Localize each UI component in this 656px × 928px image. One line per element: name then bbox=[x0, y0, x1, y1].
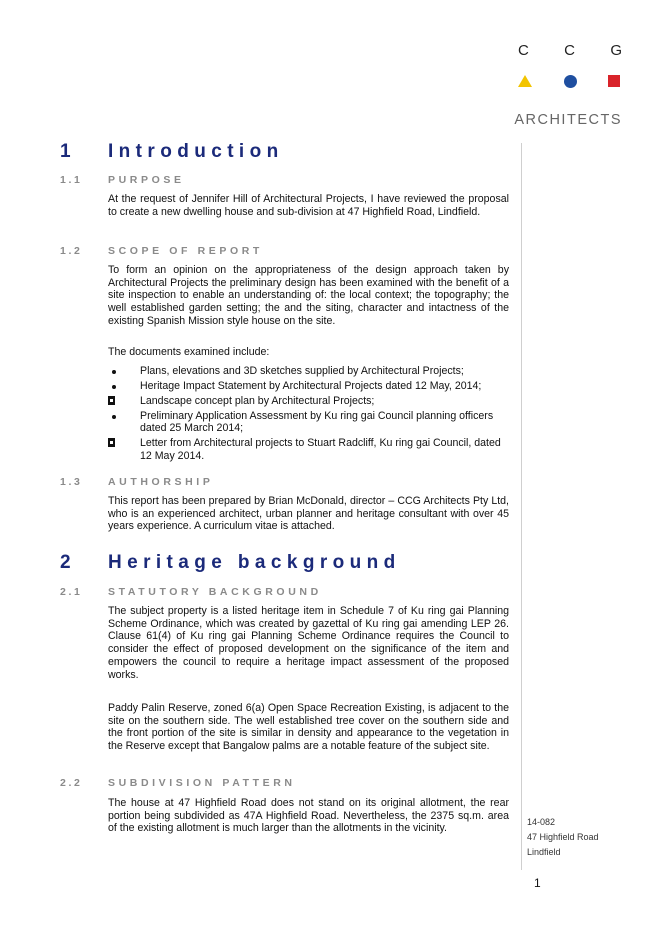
section-number: 1 bbox=[60, 141, 71, 162]
scope-paragraph: To form an opinion on the appropriateness of the design approach taken by Architectural Projects the preliminary design has been examined with the benefit of a site inspection to enable an understanding of: the local context; the topography; the well established garden setting; the and the siting, character and intactness of the existing Spanish Mission style house on the site. bbox=[108, 264, 509, 327]
documents-intro: The documents examined include: bbox=[108, 346, 270, 358]
bullet-box-icon bbox=[108, 438, 115, 447]
subsection-title: STATUTORY BACKGROUND bbox=[108, 586, 322, 598]
blue-circle-icon bbox=[564, 75, 577, 88]
subsection-number: 2.2 bbox=[60, 777, 83, 789]
logo-letters bbox=[518, 42, 622, 59]
yellow-triangle-icon bbox=[518, 75, 532, 87]
project-address: 47 Highfield Road bbox=[527, 832, 599, 842]
subsection-number: 1.2 bbox=[60, 245, 83, 257]
list-item: Letter from Architectural projects to Stuart Radcliff, Ku ring gai Council, dated 12 May 2014. bbox=[108, 437, 509, 462]
documents-list bbox=[108, 365, 509, 465]
subsection-title: SCOPE OF REPORT bbox=[108, 245, 263, 257]
list-item: Heritage Impact Statement by Architectural Projects dated 12 May, 2014; bbox=[108, 380, 509, 393]
page-number: 1 bbox=[534, 876, 541, 890]
list-item: Preliminary Application Assessment by Ku ring gai Council planning officers dated 25 March 2014; bbox=[108, 410, 509, 435]
logo-letter-c1: C bbox=[518, 42, 529, 59]
logo-name: ARCHITECTS bbox=[514, 112, 622, 128]
list-item: Landscape concept plan by Architectural Projects; bbox=[108, 395, 509, 408]
logo-letter-c2: C bbox=[564, 42, 575, 59]
subsection-title: SUBDIVISION PATTERN bbox=[108, 777, 296, 789]
subsection-number: 1.1 bbox=[60, 174, 83, 186]
ccg-logo bbox=[518, 42, 622, 89]
project-suburb: Lindfield bbox=[527, 847, 561, 857]
logo-shapes bbox=[518, 73, 622, 89]
bullet-icon bbox=[112, 370, 116, 374]
authorship-paragraph: This report has been prepared by Brian McDonald, director – CCG Architects Pty Ltd, who is an experienced architect, urban planner and heritage consultant with over 45 years experience. A curriculum vitae is attached. bbox=[108, 495, 509, 533]
bullet-icon bbox=[112, 385, 116, 389]
section-title: Introduction bbox=[108, 141, 284, 162]
logo-letter-g: G bbox=[610, 42, 622, 59]
purpose-paragraph: At the request of Jennifer Hill of Architectural Projects, I have reviewed the proposal to create a new dwelling house and sub-division at 47 Highfield Road, Lindfield. bbox=[108, 193, 509, 218]
section-number: 2 bbox=[60, 552, 71, 573]
subsection-number: 2.1 bbox=[60, 586, 83, 598]
list-item: Plans, elevations and 3D sketches supplied by Architectural Projects; bbox=[108, 365, 509, 378]
project-reference bbox=[527, 815, 599, 860]
bullet-box-icon bbox=[108, 396, 115, 405]
subsection-number: 1.3 bbox=[60, 476, 83, 488]
margin-rule bbox=[521, 143, 522, 870]
subsection-title: AUTHORSHIP bbox=[108, 476, 214, 488]
reserve-paragraph: Paddy Palin Reserve, zoned 6(a) Open Space Recreation Existing, is adjacent to the site on the southern side. The well established tree cover on the southern side and the front portion of the site is similar in density and appearance to the vegetation in the Reserve except that Bangalow palms are a notable feature of the subject site. bbox=[108, 702, 509, 753]
subdivision-paragraph: The house at 47 Highfield Road does not stand on its original allotment, the rear portion being subdivided as 47A Highfield Road. Nevertheless, the 2375 sq.m. area of the existing allotment is much larger than the allotments in the vicinity. bbox=[108, 797, 509, 835]
red-square-icon bbox=[608, 75, 620, 87]
subsection-title: PURPOSE bbox=[108, 174, 185, 186]
project-number: 14-082 bbox=[527, 817, 556, 827]
section-title: Heritage background bbox=[108, 552, 401, 573]
bullet-icon bbox=[112, 415, 116, 419]
statutory-paragraph: The subject property is a listed heritage item in Schedule 7 of Ku ring gai Planning Scheme Ordinance, which was created by gazettal of Ku ring gai amending LEP 26. Clause 61(4) of Ku ring gai Planning Scheme Ordinance requires the Council to consider the effect of proposed development on the significance of the item and empowers the council to require a heritage impact assessment of the proposed works. bbox=[108, 605, 509, 681]
